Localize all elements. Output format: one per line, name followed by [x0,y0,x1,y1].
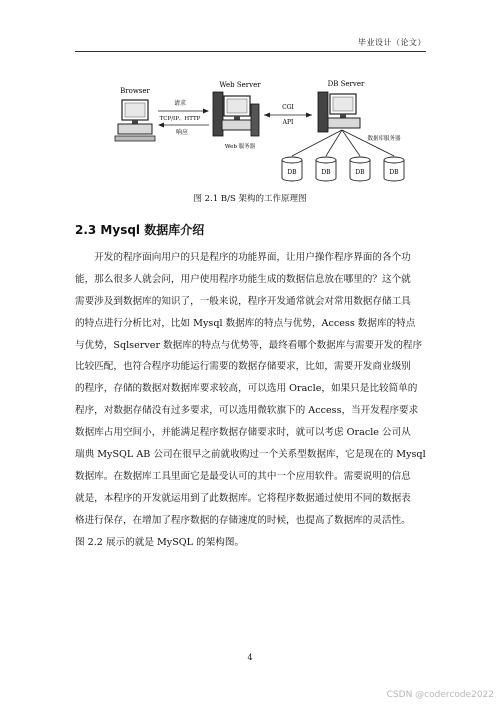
paragraph-line: 图 2.2 展示的就是 MySQL 的架构图。 [75,536,245,548]
paragraph-line: 数据库占用空间小，并能满足程序数据存储要求时，就可以考虑 Oracle 公司从 [75,427,411,439]
db-service-label: 数据库服务器 [367,136,401,142]
response-arrowhead [158,123,164,128]
api-label: API [282,119,294,126]
paragraph-line: 的特点进行分析比对，比如 Mysql 数据库的特点与优势，Access 数据库的特点 [75,317,416,329]
request-label: 请求 [173,100,187,107]
browser-label: Browser [120,87,150,95]
section-title: 2.3 Mysql 数据库介绍 [75,223,205,237]
paragraph-line: 比较匹配，也符合程序功能运行需要的数据存储要求，比如，需要开发商业级别 [75,361,411,373]
browser-computer-icon [115,100,155,141]
database-cylinder-3 [350,157,370,181]
paragraph-line: 能，那么很多人就会问，用户使用程序功能生成的数据信息放在哪里的？这个就 [75,273,411,285]
paragraph-line: 的程序，存储的数据对数据库要求较高，可以选用 Oracle，如果只是比较简单的 [75,383,418,395]
header-title: 毕业设计（论文） [358,38,426,47]
db-link-4 [342,130,394,156]
cgi-api-arrowhead-left [264,113,270,118]
cgi-label: CGI [282,104,294,111]
web-service-label: Web 服务器 [224,144,256,150]
db-label-3: DB [355,169,365,176]
figure-caption: 图 2.1 B/S 架构的工作原理图 [193,194,307,204]
database-cylinder-2 [316,157,336,181]
web-server-icon [213,92,259,136]
db-server-label: DB Server [327,80,365,88]
response-label: 响应 [175,129,189,136]
page-header [75,37,426,52]
bs-architecture-diagram [110,78,420,188]
bs-architecture-figure [110,78,420,188]
paragraph-line: 与优势，Sqlserver 数据库的特点与优势等，最终看哪个数据库与需要开发的程序 [75,339,423,351]
db-label-1: DB [287,169,297,176]
database-cylinder-4 [384,157,404,181]
paragraph-line: 瑞典 MySQL AB 公司在很早之前就收购过一个关系型数据库，它是现在的 Mysql [75,449,426,461]
watermark: CSDN @codercode2022 [386,690,494,700]
protocol-label: TCP/IP、HTTP [159,116,201,122]
db-label-4: DB [389,169,399,176]
cgi-api-arrowhead-right [306,113,312,118]
db-link-3 [342,130,360,156]
database-cylinder-1 [282,157,302,181]
web-server-label: Web Server [219,81,261,89]
db-server-icon [318,92,360,132]
paragraph-line: 程序，对数据存储没有过多要求，可以选用微软旗下的 Access，当开发程序要求 [75,405,419,417]
db-label-2: DB [321,169,331,176]
paragraph-line: 就是，本程序的开发就运用到了此数据库。它将程序数据通过使用不同的数据表 [75,492,411,504]
body-paragraph [75,247,427,553]
paragraph-line: 开发的程序面向用户的只是程序的功能界面，让用户操作程序界面的各个功 [75,252,411,263]
paragraph-line: 需要涉及到数据库的知识了，一般来说，程序开发通常就会对常用数据存储工具 [75,295,411,307]
page-number: 4 [247,653,253,662]
paragraph-line: 数据库。在数据库工具里面它是最受认可的其中一个应用软件。需要说明的信息 [75,470,411,482]
request-arrowhead [203,109,209,114]
paragraph-line: 格进行保存，在增加了程序数据的存储速度的时候，也提高了数据库的灵活性。 [75,514,411,526]
db-link-1 [292,130,342,156]
